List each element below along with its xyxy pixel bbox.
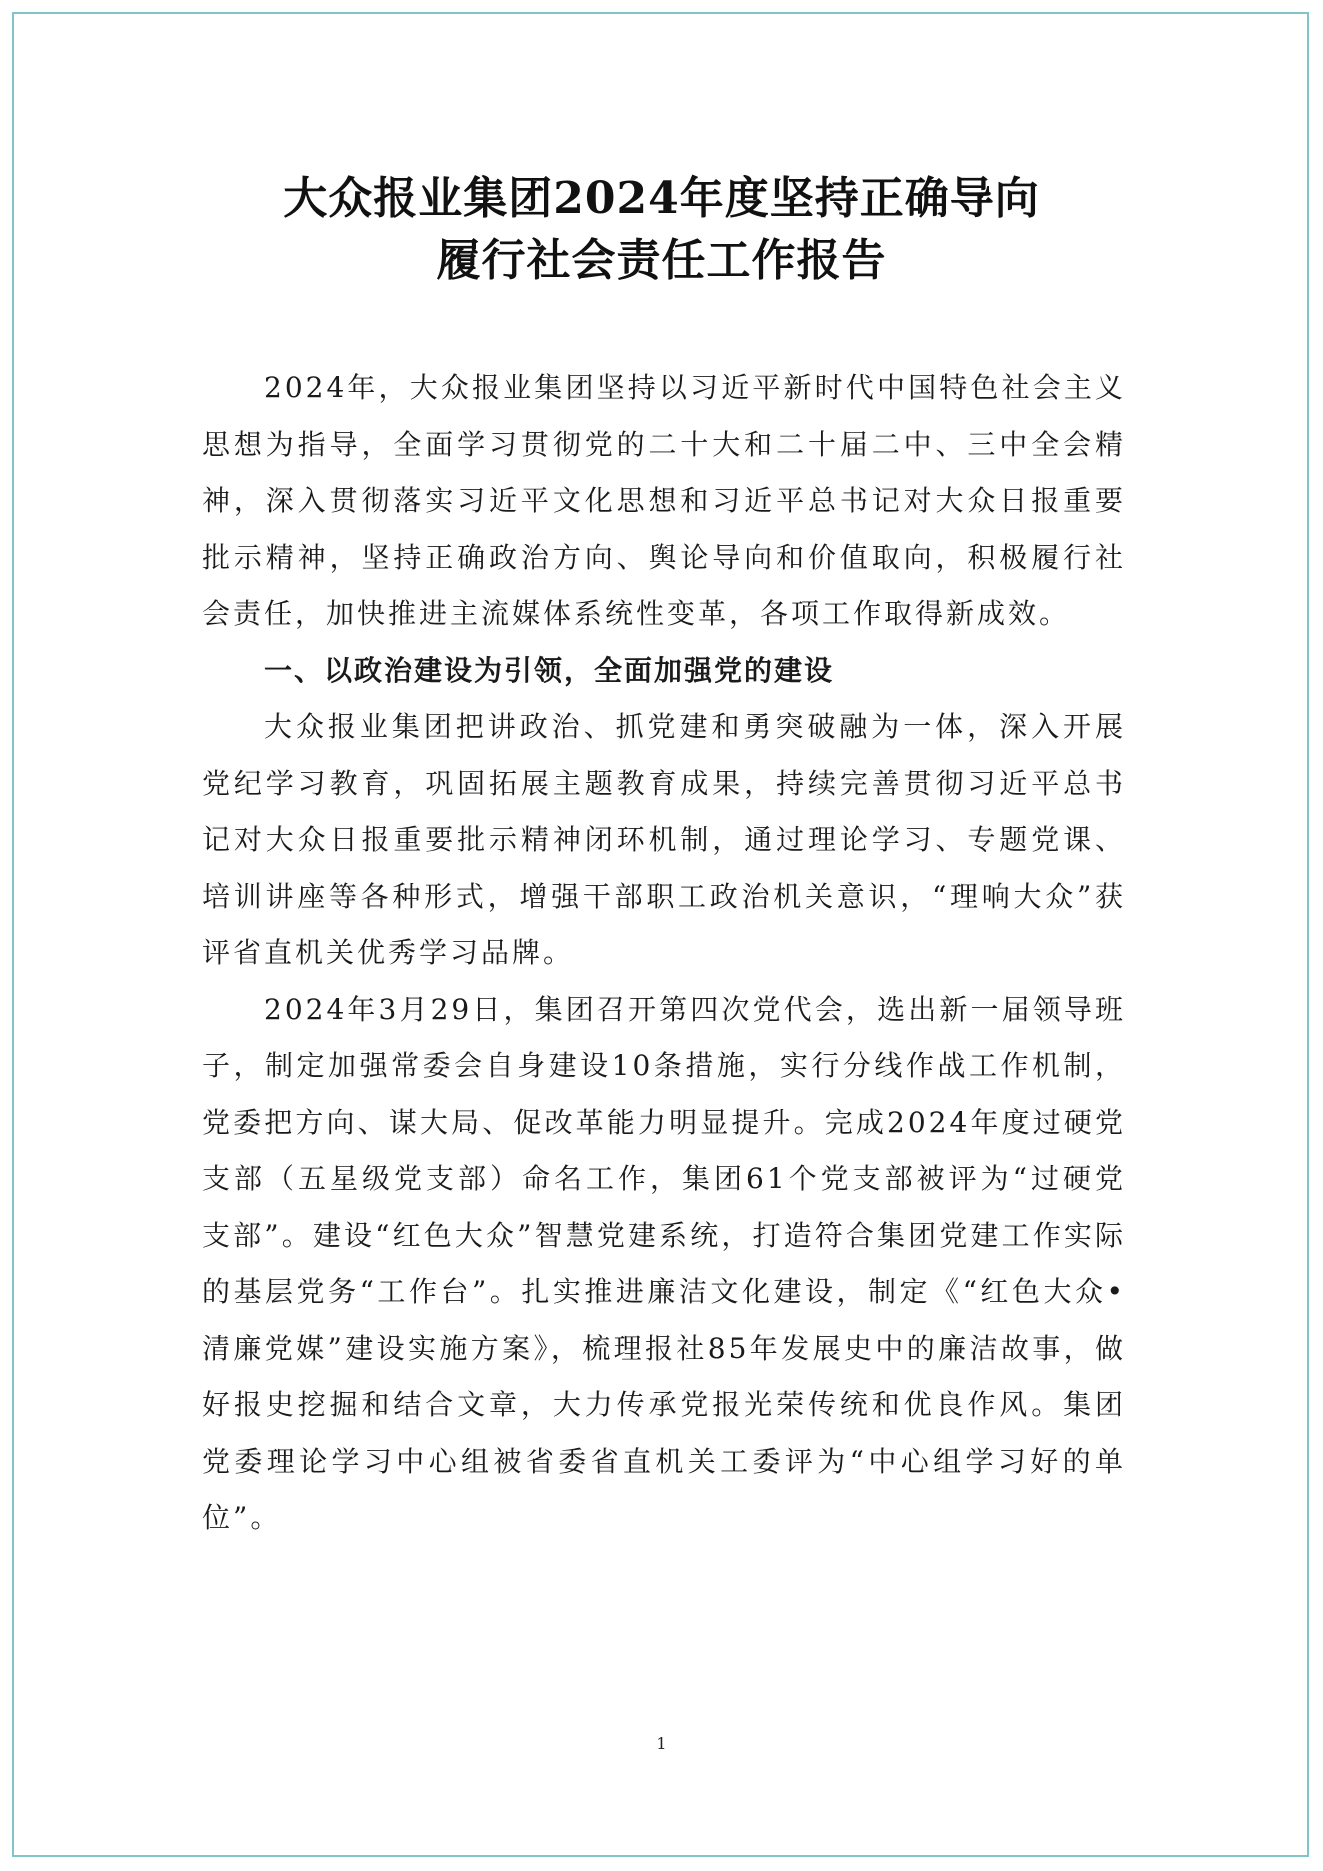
section-paragraph: 2024年3月29日，集团召开第四次党代会，选出新一届领导班子，制定加强常委会自身建设10条措施，实行分线作战工作机制，党委把方向、谋大局、促改革能力明显提升。完成2024年度过硬党支部（五星级党支部）命名工作，集团61个党支部被评为“过硬党支部”。建设“红色大众”智慧党建系统，打造符合集团党建工作实际的基层党务“工作台”。扎实推进廉洁文化建设，制定《“红色大众•清廉党媒”建设实施方案》，梳理报社85年发展史中的廉洁故事，做好报史挖掘和结合文章，大力传承党报光荣传统和优良作风。集团党委理论学习中心组被省委省直机关工委评为“中心组学习好的单位”。 [202,992,1126,1534]
title-line-2: 履行社会责任工作报告 [436,235,887,286]
document-body [202,360,1126,1547]
page-number: 1 [656,1734,667,1753]
intro-paragraph: 2024年，大众报业集团坚持以习近平新时代中国特色社会主义思想为指导，全面学习贯彻党的二十大和二十届二中、三中全会精神，深入贯彻落实习近平文化思想和习近平总书记对大众日报重要批示精神，坚持正确政治方向、舆论导向和价值取向，积极履行社会责任，加快推进主流媒体系统性变革，各项工作取得新成效。 [202,371,1126,630]
document-title [0,168,1323,292]
title-line-1: 大众报业集团2024年度坚持正确导向 [283,173,1040,224]
section-paragraph: 大众报业集团把讲政治、抓党建和勇突破融为一体，深入开展党纪学习教育，巩固拓展主题教育成果，持续完善贯彻习近平总书记对大众日报重要批示精神闭环机制，通过理论学习、专题党课、培训讲座等各种形式，增强干部职工政治机关意识，“理响大众”获评省直机关优秀学习品牌。 [202,710,1126,969]
section-heading: 一、以政治建设为引领，全面加强党的建设 [264,653,835,687]
